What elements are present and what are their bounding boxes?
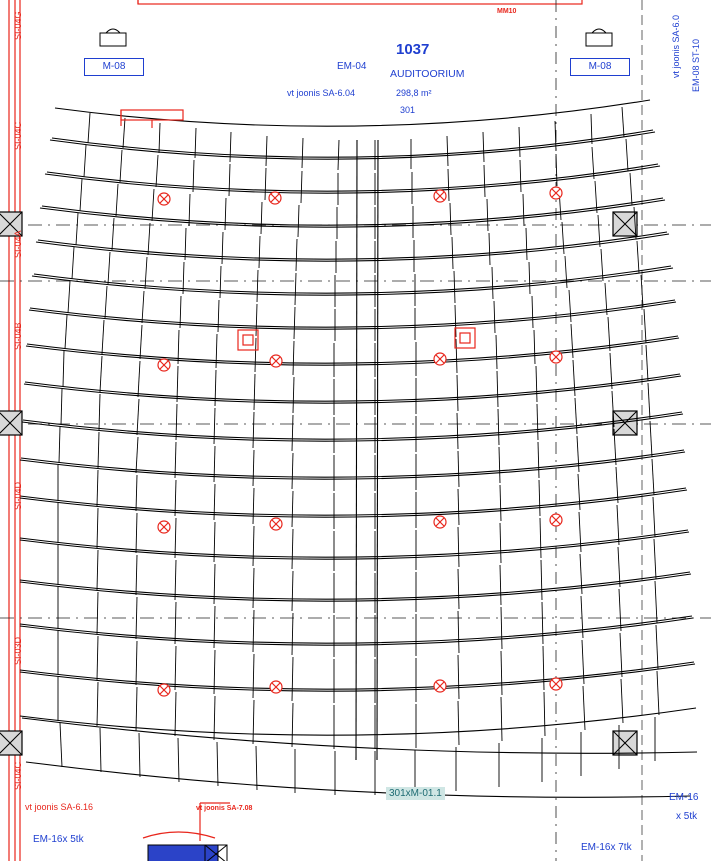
side-tag-si-04g: SI-04G (13, 11, 23, 40)
reference-sa-7-08: vt joonis SA-7.08 (196, 805, 253, 812)
red-top-frame (138, 0, 582, 4)
room-code: 301 (400, 105, 416, 115)
label-m-01-1-text: 301xM-01.1 (386, 787, 445, 800)
reference-sa-6-16: vt joonis SA-6.16 (25, 802, 94, 812)
ceiling-unit-symbols (100, 29, 612, 46)
room-area: 298,8 m² (396, 88, 432, 98)
side-tag-si-04b: SI-04B (13, 322, 23, 350)
side-tag-si-04c-1: SI-04C (13, 121, 23, 150)
seat-dividers (58, 107, 659, 795)
label-em-16-right[interactable]: EM-16 (669, 792, 699, 803)
label-em-16-7tk-right[interactable]: EM-16x 7tk (581, 842, 632, 853)
room-name: AUDITOORIUM (390, 68, 465, 80)
reference-right-em-08: EM-08 ST-10 (691, 38, 701, 92)
label-em-16-right-qty: x 5tk (676, 811, 698, 822)
label-m-08-left[interactable]: M-08 (84, 58, 144, 76)
label-em-16-5tk-left[interactable]: EM-16x 5tk (33, 834, 84, 845)
side-tag-si-03d: SI-03D (13, 636, 23, 665)
side-tag-si-04a: SI-04A (13, 230, 23, 258)
seating-rows (20, 100, 697, 797)
side-tag-si-04c-2: SI-04C (13, 761, 23, 790)
marker-mm10: MM10 (497, 8, 517, 15)
label-m-01-1[interactable] (386, 789, 445, 799)
side-tag-si-04d: SI-04D (13, 481, 23, 510)
label-m-08-right[interactable]: M-08 (570, 58, 630, 76)
room-number: 1037 (396, 41, 430, 58)
label-em-04[interactable]: EM-04 (337, 61, 367, 72)
reference-right-sa-6: vt joonis SA-6.0 (671, 14, 681, 78)
ceiling-reference: vt joonis SA-6.04 (287, 88, 356, 98)
